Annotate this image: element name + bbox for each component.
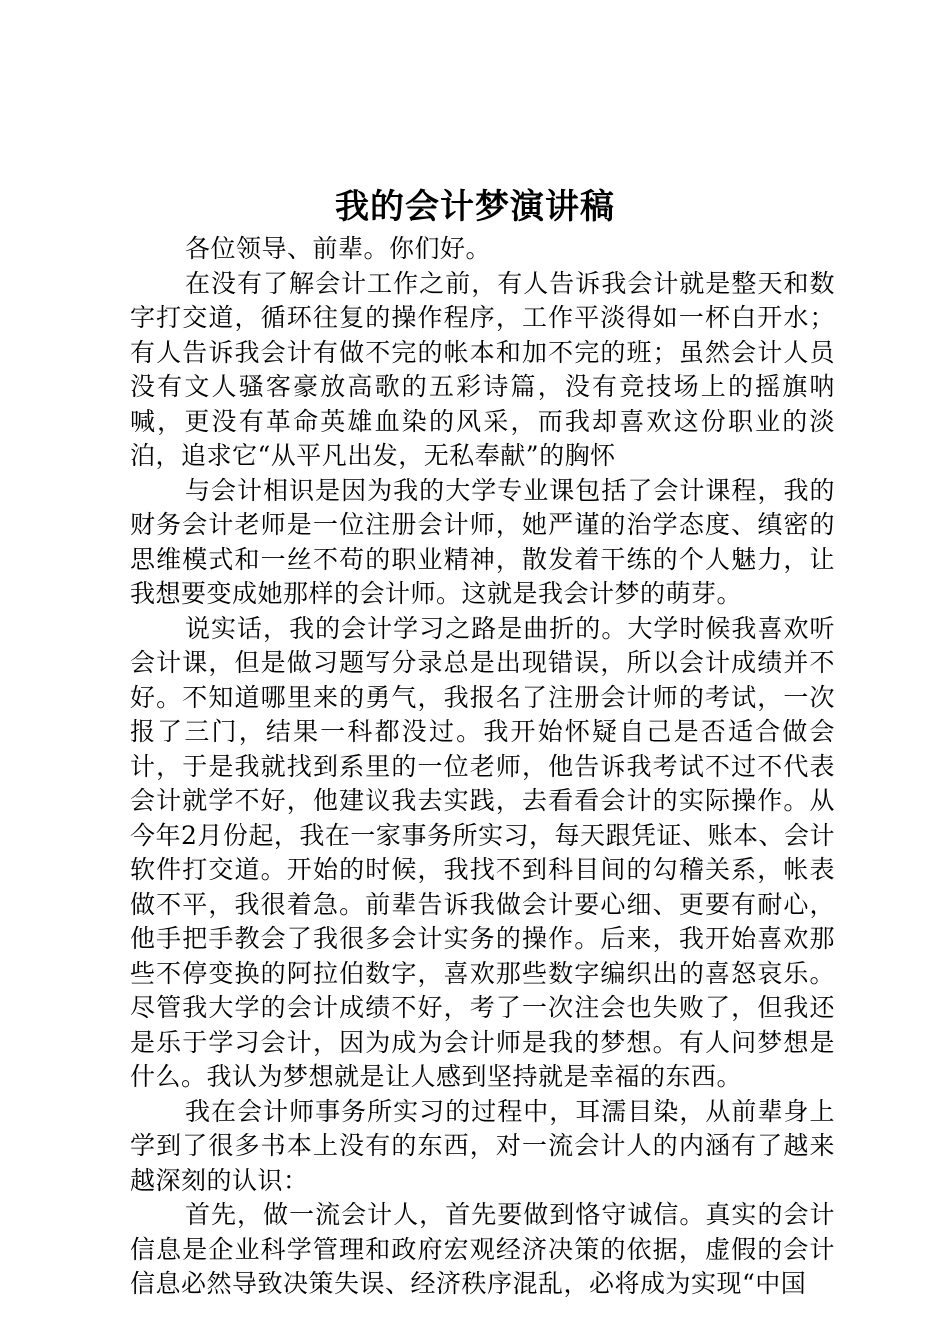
paragraph: 与会计相识是因为我的大学专业课包括了会计课程，我的财务会计老师是一位注册会计师，她严谨的治学态度、缜密的思维模式和一丝不苟的职业精神，散发着干练的个人魅力，让我想要变成她那样的会计师。这就是我会计梦的萌芽。	[130, 475, 835, 608]
paragraph: 我在会计师事务所实习的过程中，耳濡目染，从前辈身上学到了很多书本上没有的东西，对一流会计人的内涵有了越来越深刻的认识：	[130, 1096, 835, 1195]
paragraph: 首先，做一流会计人，首先要做到恪守诚信。真实的会计信息是企业科学管理和政府宏观经济决策的依据，虚假的会计信息必然导致决策失误、经济秩序混乱，必将成为实现“中国	[130, 1200, 835, 1298]
document-title: 我的会计梦演讲稿	[335, 187, 615, 227]
paragraph-greeting: 各位领导、前辈。你们好。	[185, 234, 492, 263]
document-body	[130, 232, 835, 1302]
paragraph: 说实话，我的会计学习之路是曲折的。大学时候我喜欢听会计课，但是做习题写分录总是出现错误，所以会计成绩并不好。不知道哪里来的勇气，我报名了注册会计师的考试，一次报了三门，结果一科都没过。我开始怀疑自己是否适合做会计，于是我就找到系里的一位老师，他告诉我考试不过不代表会计就学不好，他建议我去实践，去看看会计的实际操作。从今年2月份起，我在一家事务所实习，每天跟凭证、账本、会计软件打交道。开始的时候，我找不到科目间的勾稽关系，帐表做不平，我很着急。前辈告诉我做会计要心细、更要有耐心，他手把手教会了我很多会计实务的操作。后来，我开始喜欢那些不停变换的阿拉伯数字，喜欢那些数字编织出的喜怒哀乐。尽管我大学的会计成绩不好，考了一次注会也失败了，但我还是乐于学习会计，因为成为会计师是我的梦想。有人问梦想是什么。我认为梦想就是让人感到坚持就是幸福的东西。	[130, 613, 835, 1091]
paragraph: 在没有了解会计工作之前，有人告诉我会计就是整天和数字打交道，循环往复的操作程序，工作平淡得如一杯白开水；有人告诉我会计有做不完的帐本和加不完的班；虽然会计人员没有文人骚客豪放高歌的五彩诗篇，没有竞技场上的摇旗呐喊，更没有革命英雄血染的风采，而我却喜欢这份职业的淡泊，追求它“从平凡出发，无私奉献”的胸怀	[130, 268, 835, 470]
